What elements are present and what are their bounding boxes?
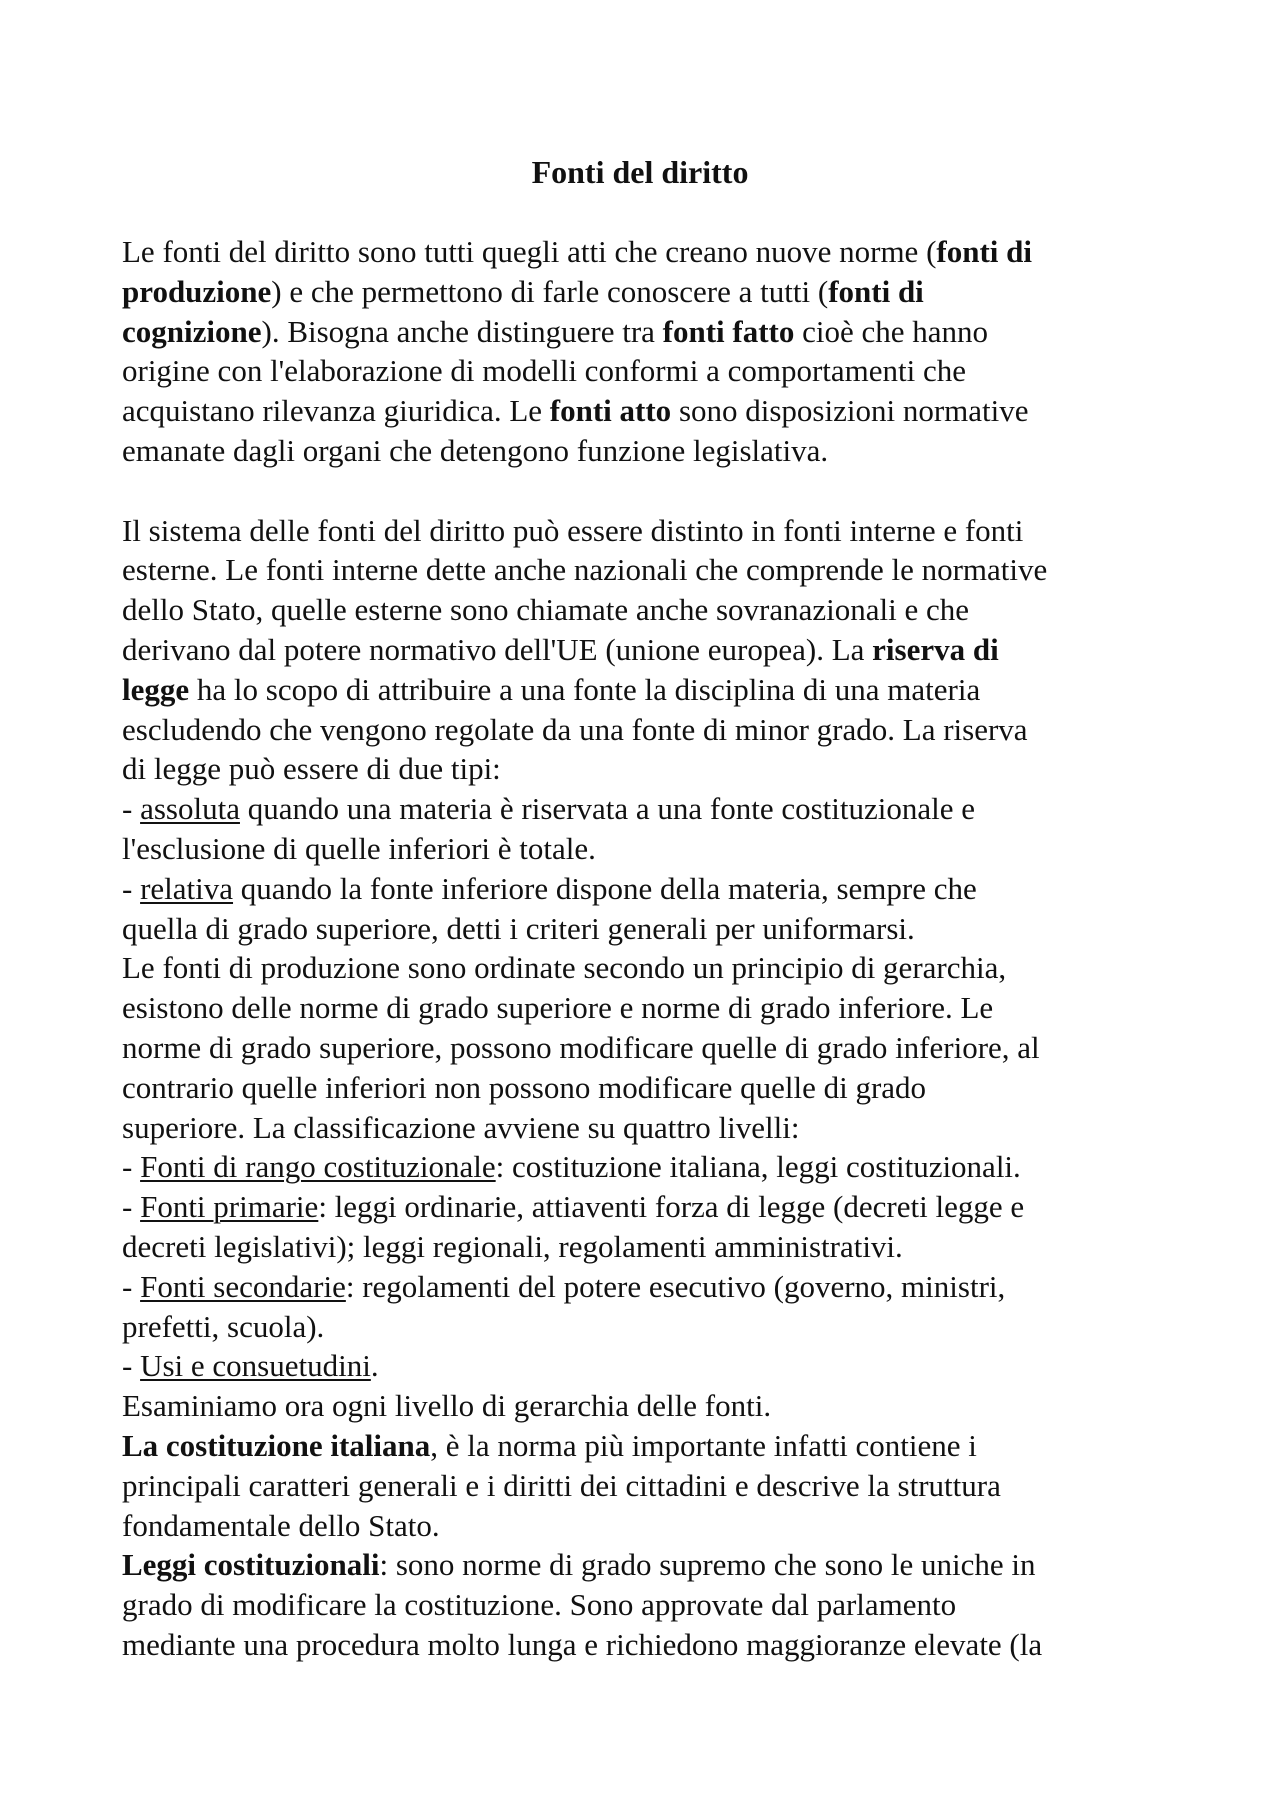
bold-term: fonti di [936,234,1032,269]
underlined-term: relativa [140,870,234,906]
text: : sono norme di grado supremo che sono le uniche in [379,1547,1036,1583]
text: ). Bisogna anche distinguere tra [261,313,663,349]
text: acquistano rilevanza giuridica. Le [122,393,550,429]
text: quando una materia è riservata a una fonte costituzionale e [239,791,976,827]
text: ha lo scopo di attribuire a una fonte la disciplina di una materia [189,671,981,707]
text: fondamentale dello Stato. [122,1507,440,1543]
text: esistono delle norme di grado superiore e norme di grado inferiore. Le [122,990,994,1026]
bold-term: fonti fatto [662,313,795,349]
text: grado di modificare la costituzione. Sono approvate dal parlamento [122,1587,957,1623]
list-dash: - [122,870,141,906]
text: cioè che hanno [794,313,989,349]
document-title: Fonti del diritto [531,154,749,190]
document-body [122,232,1172,1665]
list-dash: - [122,1189,141,1225]
underlined-term: Fonti di rango costituzionale [140,1149,496,1185]
text: origine con l'elaborazione di modelli conformi a comportamenti che [122,353,967,389]
text: esterne. Le fonti interne dette anche nazionali che comprende le normative [122,552,1048,588]
text: sono disposizioni normative [671,393,1029,429]
bold-term: riserva di [872,631,999,667]
text: : costituzione italiana, leggi costituzionali. [495,1149,1021,1185]
underlined-term: Fonti primarie [140,1189,319,1225]
text: mediante una procedura molto lunga e richiedono maggioranze elevate (la [122,1626,1043,1662]
text: : regolamenti del potere esecutivo (governo, ministri, [345,1268,1006,1304]
text: quando la fonte inferiore dispone della materia, sempre che [233,870,977,906]
paragraph-sistema-fonti [122,511,1172,1665]
text: , è la norma più importante infatti contiene i [430,1427,977,1463]
text: l'esclusione di quelle inferiori è totale. [122,830,596,866]
text: principali caratteri generali e i diritti dei cittadini e descrive la struttura [122,1467,1001,1503]
bold-term: cognizione [122,313,262,349]
text: decreti legislativi); leggi regionali, regolamenti amministrativi. [122,1228,903,1264]
text: contrario quelle inferiori non possono modificare quelle di grado [122,1069,927,1105]
text: dello Stato, quelle esterne sono chiamate anche sovranazionali e che [122,592,969,628]
text: norme di grado superiore, possono modificare quelle di grado inferiore, al [122,1029,1040,1065]
text: di legge può essere di due tipi: [122,751,501,787]
text: emanate dagli organi che detengono funzione legislativa. [122,432,829,468]
bold-term: La costituzione italiana [122,1427,431,1463]
text: escludendo che vengono regolate da una fonte di minor grado. La riserva [122,711,1028,747]
text: prefetti, scuola). [122,1308,325,1344]
text: Le fonti del diritto sono tutti quegli atti che creano nuove norme ( [122,234,937,269]
bold-term: legge [122,671,190,707]
list-dash: - [122,1268,141,1304]
bold-term: fonti atto [549,393,672,429]
text: derivano dal potere normativo dell'UE (unione europea). La [122,631,873,667]
text: Le fonti di produzione sono ordinate secondo un principio di gerarchia, [122,950,1007,986]
text: : leggi ordinarie, attiaventi forza di legge (decreti legge e [318,1189,1025,1225]
bold-term: fonti di [828,273,924,309]
text: quella di grado superiore, detti i criteri generali per uniformarsi. [122,910,915,946]
list-dash: - [122,1149,141,1185]
text: Il sistema delle fonti del diritto può essere distinto in fonti interne e fonti [122,512,1024,548]
paragraph-fonti-definition [122,232,1172,471]
text: . [370,1348,379,1384]
text: superiore. La classificazione avviene su quattro livelli: [122,1109,800,1145]
bold-term: Leggi costituzionali [122,1547,380,1583]
underlined-term: assoluta [140,791,240,827]
text: ) e che permettono di farle conoscere a tutti ( [271,273,829,309]
paragraph-gap [122,471,1172,511]
bold-term: produzione [122,273,272,309]
text: Esaminiamo ora ogni livello di gerarchia delle fonti. [122,1388,772,1424]
underlined-term: Usi e consuetudini [140,1348,371,1384]
list-dash: - [122,1348,141,1384]
list-dash: - [122,791,141,827]
underlined-term: Fonti secondarie [140,1268,346,1304]
